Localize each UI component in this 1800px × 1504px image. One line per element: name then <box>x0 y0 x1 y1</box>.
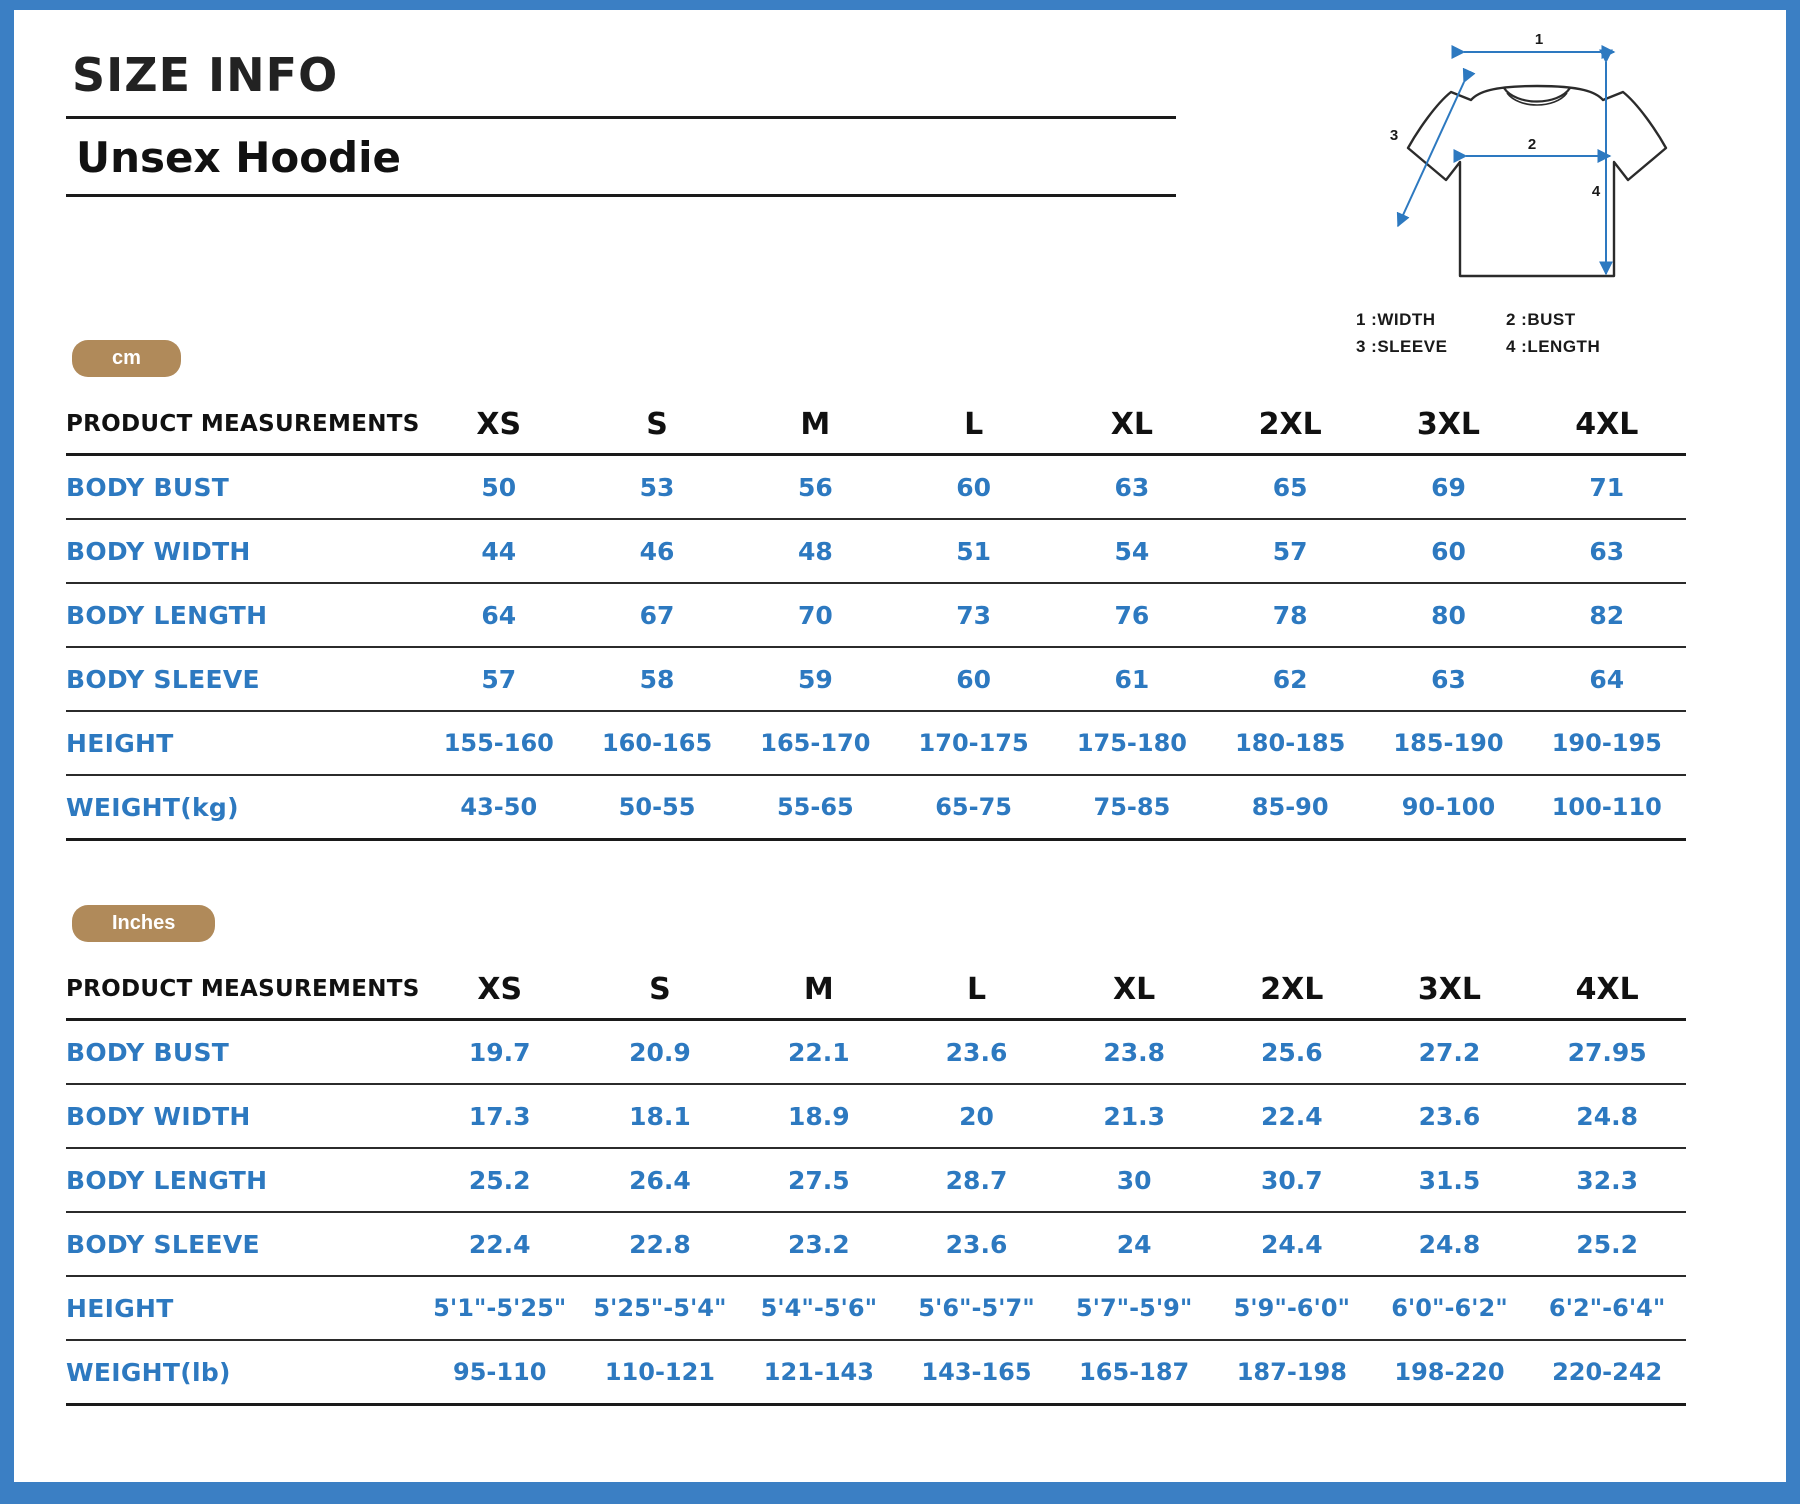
column-header-4xl-in: 4XL <box>1528 960 1686 1020</box>
cell-length-4xl: 82 <box>1528 583 1686 647</box>
row-label-body-length: BODY LENGTH <box>66 583 420 647</box>
cell-bust-s: 53 <box>578 455 736 520</box>
cell-bust-xl: 63 <box>1053 455 1211 520</box>
cell-weight-s-in: 110-121 <box>580 1340 740 1405</box>
column-header-xl: XL <box>1053 395 1211 455</box>
cell-weight-2xl: 85-90 <box>1211 775 1369 840</box>
cell-width-3xl: 60 <box>1369 519 1527 583</box>
cell-width-m-in: 18.9 <box>740 1084 898 1148</box>
cell-weight-4xl: 100-110 <box>1528 775 1686 840</box>
table-row <box>66 519 1686 583</box>
column-header-2xl-in: 2XL <box>1213 960 1371 1020</box>
column-header-m-in: M <box>740 960 898 1020</box>
cell-length-xl-in: 30 <box>1055 1148 1213 1212</box>
cell-height-4xl: 190-195 <box>1528 711 1686 775</box>
column-header-xs-in: XS <box>420 960 580 1020</box>
cell-length-l-in: 28.7 <box>898 1148 1056 1212</box>
diagram-marker-4: 4 <box>1591 183 1601 200</box>
cell-width-2xl-in: 22.4 <box>1213 1084 1371 1148</box>
cell-length-3xl: 80 <box>1369 583 1527 647</box>
cell-bust-l-in: 23.6 <box>898 1020 1056 1085</box>
cell-sleeve-2xl-in: 24.4 <box>1213 1212 1371 1276</box>
diagram-marker-1: 1 <box>1534 31 1544 48</box>
cell-sleeve-3xl-in: 24.8 <box>1371 1212 1529 1276</box>
cell-width-4xl: 63 <box>1528 519 1686 583</box>
page-inner <box>14 10 1786 1482</box>
cell-height-3xl-in: 6'0"-6'2" <box>1371 1276 1529 1340</box>
cell-width-s-in: 18.1 <box>580 1084 740 1148</box>
unit-badge-cm-wrap <box>72 340 181 377</box>
cell-height-3xl: 185-190 <box>1369 711 1527 775</box>
cell-bust-2xl-in: 25.6 <box>1213 1020 1371 1085</box>
cell-weight-xl-in: 165-187 <box>1055 1340 1213 1405</box>
row-label-weight-lb: WEIGHT(lb) <box>66 1340 420 1405</box>
cell-weight-3xl-in: 198-220 <box>1371 1340 1529 1405</box>
row-label-height: HEIGHT <box>66 711 420 775</box>
legend-item-bust: 2 :BUST <box>1506 310 1576 329</box>
table-row <box>66 583 1686 647</box>
cell-weight-s: 50-55 <box>578 775 736 840</box>
cell-width-l-in: 20 <box>898 1084 1056 1148</box>
cell-width-4xl-in: 24.8 <box>1528 1084 1686 1148</box>
size-table-cm <box>66 395 1686 841</box>
column-header-3xl-in: 3XL <box>1371 960 1529 1020</box>
cell-sleeve-xl-in: 24 <box>1055 1212 1213 1276</box>
row-label-body-sleeve: BODY SLEEVE <box>66 647 420 711</box>
product-subtitle: Unsex Hoodie <box>66 119 1176 197</box>
cell-height-s-in: 5'25"-5'4" <box>580 1276 740 1340</box>
cell-length-s-in: 26.4 <box>580 1148 740 1212</box>
table-row <box>66 647 1686 711</box>
column-header-xs: XS <box>420 395 578 455</box>
cell-weight-l-in: 143-165 <box>898 1340 1056 1405</box>
cell-length-2xl: 78 <box>1211 583 1369 647</box>
row-label-body-width: BODY WIDTH <box>66 519 420 583</box>
cell-sleeve-l: 60 <box>894 647 1052 711</box>
table-header-row <box>66 395 1686 455</box>
cell-height-4xl-in: 6'2"-6'4" <box>1528 1276 1686 1340</box>
cell-weight-2xl-in: 187-198 <box>1213 1340 1371 1405</box>
garment-diagram <box>1356 30 1716 330</box>
cell-sleeve-s: 58 <box>578 647 736 711</box>
row-label-height-in: HEIGHT <box>66 1276 420 1340</box>
cell-sleeve-s-in: 22.8 <box>580 1212 740 1276</box>
table-row <box>66 1340 1686 1405</box>
cell-weight-xs: 43-50 <box>420 775 578 840</box>
cell-bust-m-in: 22.1 <box>740 1020 898 1085</box>
cell-height-xs: 155-160 <box>420 711 578 775</box>
cell-height-s: 160-165 <box>578 711 736 775</box>
row-label-body-bust: BODY BUST <box>66 455 420 520</box>
cell-height-l-in: 5'6"-5'7" <box>898 1276 1056 1340</box>
column-header-s: S <box>578 395 736 455</box>
cell-sleeve-l-in: 23.6 <box>898 1212 1056 1276</box>
table-row <box>66 1212 1686 1276</box>
cell-sleeve-3xl: 63 <box>1369 647 1527 711</box>
diagram-marker-2: 2 <box>1527 136 1537 153</box>
cell-length-l: 73 <box>894 583 1052 647</box>
diagram-legend <box>1356 310 1686 364</box>
table-row <box>66 1084 1686 1148</box>
cell-length-m: 70 <box>736 583 894 647</box>
cell-height-l: 170-175 <box>894 711 1052 775</box>
cell-height-2xl-in: 5'9"-6'0" <box>1213 1276 1371 1340</box>
cell-length-2xl-in: 30.7 <box>1213 1148 1371 1212</box>
cell-height-m-in: 5'4"-5'6" <box>740 1276 898 1340</box>
legend-item-sleeve: 3 :SLEEVE <box>1356 337 1448 356</box>
table-row <box>66 775 1686 840</box>
cell-bust-3xl-in: 27.2 <box>1371 1020 1529 1085</box>
cell-length-xs: 64 <box>420 583 578 647</box>
cell-height-xl: 175-180 <box>1053 711 1211 775</box>
column-header-measurements: PRODUCT MEASUREMENTS <box>66 395 420 455</box>
size-table-inches <box>66 960 1686 1406</box>
row-label-body-length-in: BODY LENGTH <box>66 1148 420 1212</box>
page-title: SIZE INFO <box>66 48 1176 119</box>
cell-width-l: 51 <box>894 519 1052 583</box>
cell-length-s: 67 <box>578 583 736 647</box>
table-row <box>66 1148 1686 1212</box>
cell-bust-4xl-in: 27.95 <box>1528 1020 1686 1085</box>
legend-item-length: 4 :LENGTH <box>1506 337 1601 356</box>
column-header-4xl: 4XL <box>1528 395 1686 455</box>
cell-sleeve-4xl: 64 <box>1528 647 1686 711</box>
hoodie-outline-icon <box>1356 30 1716 330</box>
cell-bust-l: 60 <box>894 455 1052 520</box>
row-label-body-sleeve-in: BODY SLEEVE <box>66 1212 420 1276</box>
row-label-body-width-in: BODY WIDTH <box>66 1084 420 1148</box>
cell-height-xl-in: 5'7"-5'9" <box>1055 1276 1213 1340</box>
column-header-m: M <box>736 395 894 455</box>
row-label-body-bust-in: BODY BUST <box>66 1020 420 1085</box>
cell-weight-3xl: 90-100 <box>1369 775 1527 840</box>
cell-width-xl: 54 <box>1053 519 1211 583</box>
cell-bust-m: 56 <box>736 455 894 520</box>
cell-length-3xl-in: 31.5 <box>1371 1148 1529 1212</box>
cell-width-xs: 44 <box>420 519 578 583</box>
cell-width-3xl-in: 23.6 <box>1371 1084 1529 1148</box>
column-header-l: L <box>894 395 1052 455</box>
cell-sleeve-2xl: 62 <box>1211 647 1369 711</box>
unit-badge-inches: Inches <box>72 905 215 942</box>
table-row <box>66 1020 1686 1085</box>
cell-sleeve-xl: 61 <box>1053 647 1211 711</box>
cell-weight-l: 65-75 <box>894 775 1052 840</box>
cell-height-xs-in: 5'1"-5'25" <box>420 1276 580 1340</box>
cell-bust-2xl: 65 <box>1211 455 1369 520</box>
cell-bust-4xl: 71 <box>1528 455 1686 520</box>
cell-length-4xl-in: 32.3 <box>1528 1148 1686 1212</box>
cell-sleeve-m-in: 23.2 <box>740 1212 898 1276</box>
cell-sleeve-4xl-in: 25.2 <box>1528 1212 1686 1276</box>
cell-width-s: 46 <box>578 519 736 583</box>
table-header-row <box>66 960 1686 1020</box>
cell-length-xl: 76 <box>1053 583 1211 647</box>
cell-weight-m-in: 121-143 <box>740 1340 898 1405</box>
cell-bust-s-in: 20.9 <box>580 1020 740 1085</box>
row-label-weight-kg: WEIGHT(kg) <box>66 775 420 840</box>
cell-bust-xl-in: 23.8 <box>1055 1020 1213 1085</box>
column-header-3xl: 3XL <box>1369 395 1527 455</box>
cell-height-m: 165-170 <box>736 711 894 775</box>
cell-width-2xl: 57 <box>1211 519 1369 583</box>
table-row <box>66 711 1686 775</box>
cell-width-xs-in: 17.3 <box>420 1084 580 1148</box>
cell-weight-m: 55-65 <box>736 775 894 840</box>
cell-bust-xs-in: 19.7 <box>420 1020 580 1085</box>
table-row <box>66 455 1686 520</box>
column-header-xl-in: XL <box>1055 960 1213 1020</box>
cell-width-m: 48 <box>736 519 894 583</box>
unit-badge-inches-wrap <box>72 905 215 942</box>
column-header-measurements-in: PRODUCT MEASUREMENTS <box>66 960 420 1020</box>
column-header-2xl: 2XL <box>1211 395 1369 455</box>
column-header-l-in: L <box>898 960 1056 1020</box>
table-row <box>66 1276 1686 1340</box>
cell-weight-xl: 75-85 <box>1053 775 1211 840</box>
cell-sleeve-xs: 57 <box>420 647 578 711</box>
legend-item-width: 1 :WIDTH <box>1356 310 1436 329</box>
cell-width-xl-in: 21.3 <box>1055 1084 1213 1148</box>
cell-bust-3xl: 69 <box>1369 455 1527 520</box>
cell-weight-4xl-in: 220-242 <box>1528 1340 1686 1405</box>
header <box>66 48 1176 197</box>
cell-bust-xs: 50 <box>420 455 578 520</box>
cell-sleeve-xs-in: 22.4 <box>420 1212 580 1276</box>
column-header-s-in: S <box>580 960 740 1020</box>
cell-height-2xl: 180-185 <box>1211 711 1369 775</box>
cell-sleeve-m: 59 <box>736 647 894 711</box>
cell-length-m-in: 27.5 <box>740 1148 898 1212</box>
cell-length-xs-in: 25.2 <box>420 1148 580 1212</box>
unit-badge-cm: cm <box>72 340 181 377</box>
cell-weight-xs-in: 95-110 <box>420 1340 580 1405</box>
diagram-marker-3: 3 <box>1389 127 1399 144</box>
